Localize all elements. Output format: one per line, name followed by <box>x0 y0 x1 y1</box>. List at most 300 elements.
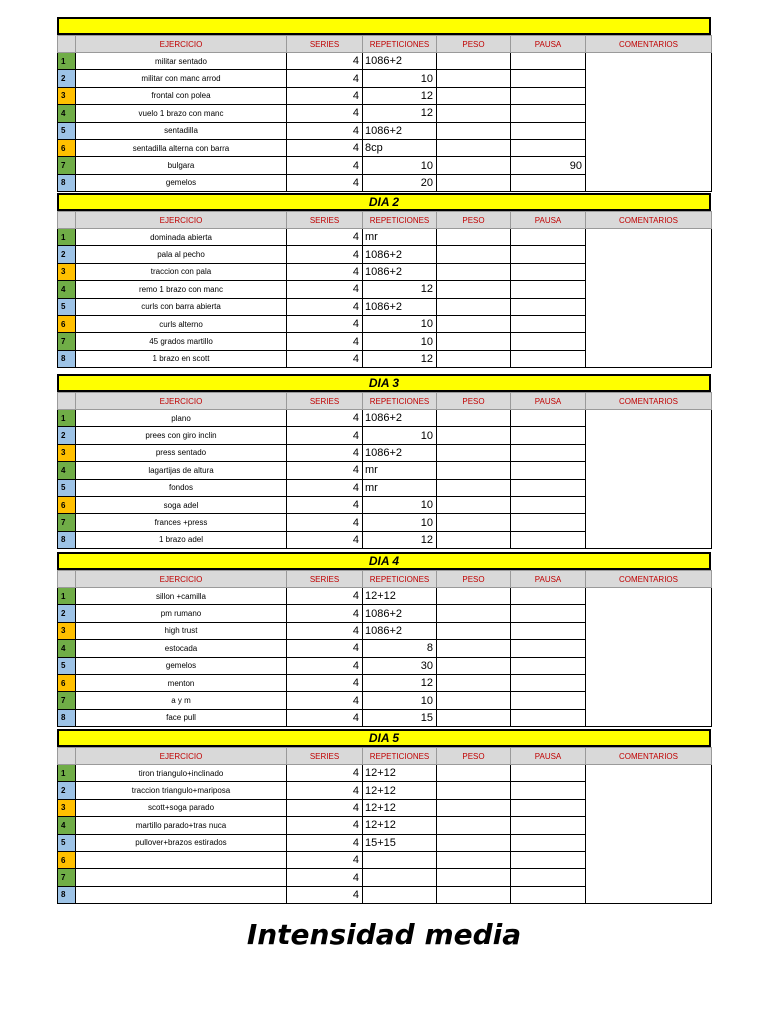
exercise-cell[interactable]: sentadilla alterna con barra <box>76 139 287 156</box>
peso-cell[interactable] <box>437 333 511 350</box>
day-title: DIA 3 <box>57 374 711 392</box>
reps-cell[interactable] <box>363 851 437 868</box>
peso-cell[interactable] <box>437 263 511 280</box>
column-header-pausa: PAUSA <box>511 571 586 588</box>
exercise-cell[interactable]: lagartijas de altura <box>76 462 287 479</box>
peso-cell[interactable] <box>437 444 511 461</box>
reps-cell[interactable]: 10 <box>363 496 437 513</box>
pausa-cell[interactable] <box>511 410 586 427</box>
row-number[interactable]: 3 <box>58 263 76 280</box>
exercise-cell[interactable]: prees con giro inclin <box>76 427 287 444</box>
peso-cell[interactable] <box>437 605 511 622</box>
column-header-number <box>58 36 76 53</box>
pausa-cell[interactable] <box>511 122 586 139</box>
column-header-comentarios: COMENTARIOS <box>586 36 712 53</box>
row-number[interactable]: 3 <box>58 444 76 461</box>
reps-cell[interactable]: 1086+2 <box>363 622 437 639</box>
pausa-cell[interactable] <box>511 444 586 461</box>
row-number[interactable]: 6 <box>58 139 76 156</box>
reps-cell[interactable]: 10 <box>363 157 437 174</box>
series-cell[interactable]: 4 <box>287 410 363 427</box>
row-number[interactable]: 5 <box>58 122 76 139</box>
column-header-peso: PESO <box>437 36 511 53</box>
reps-cell[interactable]: 1086+2 <box>363 410 437 427</box>
intensity-footer: Intensidad media <box>246 918 522 951</box>
pausa-cell[interactable] <box>511 496 586 513</box>
peso-cell[interactable] <box>437 462 511 479</box>
series-cell[interactable]: 4 <box>287 765 363 782</box>
reps-cell[interactable]: 30 <box>363 657 437 674</box>
pausa-cell[interactable] <box>511 531 586 548</box>
peso-cell[interactable] <box>437 514 511 531</box>
exercise-cell[interactable]: frances +press <box>76 514 287 531</box>
exercise-cell[interactable]: militar sentado <box>76 53 287 70</box>
exercise-cell[interactable]: pala al pecho <box>76 246 287 263</box>
reps-cell[interactable]: 12 <box>363 87 437 104</box>
pausa-cell[interactable] <box>511 782 586 799</box>
exercise-table <box>57 392 712 549</box>
row-number[interactable]: 8 <box>58 709 76 726</box>
reps-cell[interactable] <box>363 886 437 903</box>
exercise-cell[interactable]: gemelos <box>76 657 287 674</box>
reps-cell[interactable]: 1086+2 <box>363 444 437 461</box>
day-title: DIA 4 <box>57 552 711 570</box>
series-cell[interactable]: 4 <box>287 817 363 834</box>
peso-cell[interactable] <box>437 139 511 156</box>
column-header-peso: PESO <box>437 393 511 410</box>
exercise-cell[interactable] <box>76 869 287 886</box>
column-header-peso: PESO <box>437 212 511 229</box>
pausa-cell[interactable] <box>511 674 586 691</box>
column-header-number <box>58 748 76 765</box>
comments-cell[interactable] <box>586 765 712 904</box>
series-cell[interactable]: 4 <box>287 496 363 513</box>
row-number[interactable]: 2 <box>58 70 76 87</box>
reps-cell[interactable]: 15 <box>363 709 437 726</box>
reps-cell[interactable]: 12 <box>363 105 437 122</box>
row-number[interactable]: 2 <box>58 782 76 799</box>
reps-cell[interactable]: 1086+2 <box>363 53 437 70</box>
pausa-cell[interactable] <box>511 333 586 350</box>
series-cell[interactable]: 4 <box>287 514 363 531</box>
exercise-cell[interactable]: bulgara <box>76 157 287 174</box>
exercise-table <box>57 211 712 368</box>
series-cell[interactable]: 4 <box>287 122 363 139</box>
series-cell[interactable]: 4 <box>287 709 363 726</box>
series-cell[interactable]: 4 <box>287 462 363 479</box>
exercise-cell[interactable]: a y m <box>76 692 287 709</box>
exercise-table <box>57 35 712 192</box>
table-row <box>58 588 712 605</box>
column-header-repeticiones: REPETICIONES <box>363 36 437 53</box>
column-header-number <box>58 212 76 229</box>
peso-cell[interactable] <box>437 817 511 834</box>
exercise-cell[interactable]: tiron triangulo+inclinado <box>76 765 287 782</box>
reps-cell[interactable]: 10 <box>363 514 437 531</box>
row-number[interactable]: 8 <box>58 174 76 191</box>
series-cell[interactable]: 4 <box>287 531 363 548</box>
reps-cell[interactable]: 10 <box>363 692 437 709</box>
series-cell[interactable]: 4 <box>287 281 363 298</box>
peso-cell[interactable] <box>437 657 511 674</box>
exercise-cell[interactable]: pullover+brazos estirados <box>76 834 287 851</box>
row-number[interactable]: 8 <box>58 350 76 367</box>
peso-cell[interactable] <box>437 496 511 513</box>
series-cell[interactable]: 4 <box>287 298 363 315</box>
column-header-pausa: PAUSA <box>511 212 586 229</box>
row-number[interactable]: 3 <box>58 622 76 639</box>
row-number[interactable]: 1 <box>58 410 76 427</box>
peso-cell[interactable] <box>437 782 511 799</box>
peso-cell[interactable] <box>437 886 511 903</box>
peso-cell[interactable] <box>437 53 511 70</box>
row-number[interactable]: 4 <box>58 817 76 834</box>
series-cell[interactable]: 4 <box>287 588 363 605</box>
reps-cell[interactable]: 12+12 <box>363 765 437 782</box>
series-cell[interactable]: 4 <box>287 444 363 461</box>
series-cell[interactable]: 4 <box>287 263 363 280</box>
row-number[interactable]: 8 <box>58 886 76 903</box>
peso-cell[interactable] <box>437 869 511 886</box>
reps-cell[interactable]: 8cp <box>363 139 437 156</box>
reps-cell[interactable]: 10 <box>363 315 437 332</box>
peso-cell[interactable] <box>437 87 511 104</box>
peso-cell[interactable] <box>437 674 511 691</box>
peso-cell[interactable] <box>437 765 511 782</box>
row-number[interactable]: 3 <box>58 87 76 104</box>
series-cell[interactable]: 4 <box>287 834 363 851</box>
row-number[interactable]: 4 <box>58 462 76 479</box>
row-number[interactable]: 5 <box>58 834 76 851</box>
pausa-cell[interactable] <box>511 281 586 298</box>
column-header-series: SERIES <box>287 393 363 410</box>
pausa-cell[interactable] <box>511 105 586 122</box>
reps-cell[interactable]: 12 <box>363 350 437 367</box>
column-header-row <box>58 748 712 765</box>
series-cell[interactable]: 4 <box>287 657 363 674</box>
reps-cell[interactable]: 12+12 <box>363 799 437 816</box>
series-cell[interactable]: 4 <box>287 229 363 246</box>
exercise-cell[interactable]: press sentado <box>76 444 287 461</box>
pausa-cell[interactable] <box>511 640 586 657</box>
exercise-cell[interactable]: soga adel <box>76 496 287 513</box>
table-row <box>58 410 712 427</box>
column-header-number <box>58 571 76 588</box>
column-header-ejercicio: EJERCICIO <box>76 212 287 229</box>
exercise-cell[interactable]: 1 brazo en scott <box>76 350 287 367</box>
row-number[interactable]: 7 <box>58 514 76 531</box>
pausa-cell[interactable] <box>511 298 586 315</box>
pausa-cell[interactable] <box>511 350 586 367</box>
row-number[interactable]: 5 <box>58 298 76 315</box>
series-cell[interactable]: 4 <box>287 105 363 122</box>
pausa-cell[interactable] <box>511 834 586 851</box>
pausa-cell[interactable] <box>511 622 586 639</box>
reps-cell[interactable] <box>363 869 437 886</box>
peso-cell[interactable] <box>437 588 511 605</box>
pausa-cell[interactable] <box>511 174 586 191</box>
row-number[interactable]: 7 <box>58 692 76 709</box>
peso-cell[interactable] <box>437 479 511 496</box>
series-cell[interactable]: 4 <box>287 869 363 886</box>
pausa-cell[interactable] <box>511 479 586 496</box>
series-cell[interactable]: 4 <box>287 640 363 657</box>
peso-cell[interactable] <box>437 834 511 851</box>
column-header-pausa: PAUSA <box>511 748 586 765</box>
row-number[interactable]: 7 <box>58 869 76 886</box>
pausa-cell[interactable] <box>511 462 586 479</box>
exercise-cell[interactable]: curls con barra abierta <box>76 298 287 315</box>
exercise-table <box>57 747 712 904</box>
column-header-row <box>58 393 712 410</box>
reps-cell[interactable]: 1086+2 <box>363 605 437 622</box>
pausa-cell[interactable] <box>511 799 586 816</box>
exercise-cell[interactable]: pm rumano <box>76 605 287 622</box>
series-cell[interactable]: 4 <box>287 350 363 367</box>
column-header-comentarios: COMENTARIOS <box>586 212 712 229</box>
column-header-comentarios: COMENTARIOS <box>586 748 712 765</box>
exercise-cell[interactable]: plano <box>76 410 287 427</box>
series-cell[interactable]: 4 <box>287 799 363 816</box>
peso-cell[interactable] <box>437 692 511 709</box>
reps-cell[interactable]: 8 <box>363 640 437 657</box>
reps-cell[interactable]: 12 <box>363 674 437 691</box>
reps-cell[interactable]: 12 <box>363 531 437 548</box>
peso-cell[interactable] <box>437 229 511 246</box>
pausa-cell[interactable] <box>511 139 586 156</box>
series-cell[interactable]: 4 <box>287 886 363 903</box>
row-number[interactable]: 5 <box>58 657 76 674</box>
series-cell[interactable]: 4 <box>287 427 363 444</box>
row-number[interactable]: 6 <box>58 674 76 691</box>
reps-cell[interactable]: 12+12 <box>363 782 437 799</box>
exercise-cell[interactable]: curls alterno <box>76 315 287 332</box>
exercise-cell[interactable]: sentadilla <box>76 122 287 139</box>
day-title: DIA 5 <box>57 729 711 747</box>
exercise-cell[interactable]: gemelos <box>76 174 287 191</box>
column-header-series: SERIES <box>287 748 363 765</box>
peso-cell[interactable] <box>437 799 511 816</box>
pausa-cell[interactable] <box>511 53 586 70</box>
peso-cell[interactable] <box>437 410 511 427</box>
reps-cell[interactable]: 10 <box>363 427 437 444</box>
peso-cell[interactable] <box>437 174 511 191</box>
row-number[interactable]: 6 <box>58 851 76 868</box>
series-cell[interactable]: 4 <box>287 139 363 156</box>
exercise-cell[interactable]: fondos <box>76 479 287 496</box>
peso-cell[interactable] <box>437 709 511 726</box>
exercise-cell[interactable]: high trust <box>76 622 287 639</box>
pausa-cell[interactable] <box>511 709 586 726</box>
column-header-repeticiones: REPETICIONES <box>363 571 437 588</box>
pausa-cell[interactable] <box>511 588 586 605</box>
row-number[interactable]: 8 <box>58 531 76 548</box>
peso-cell[interactable] <box>437 105 511 122</box>
column-header-row <box>58 36 712 53</box>
series-cell[interactable]: 4 <box>287 87 363 104</box>
exercise-table <box>57 570 712 727</box>
day-block-2 <box>57 193 711 368</box>
exercise-cell[interactable]: vuelo 1 brazo con manc <box>76 105 287 122</box>
row-number[interactable]: 7 <box>58 333 76 350</box>
day-block-1 <box>57 17 711 192</box>
column-header-row <box>58 212 712 229</box>
row-number[interactable]: 2 <box>58 246 76 263</box>
row-number[interactable]: 3 <box>58 799 76 816</box>
comments-cell[interactable] <box>586 588 712 727</box>
pausa-cell[interactable] <box>511 70 586 87</box>
reps-cell[interactable]: 10 <box>363 70 437 87</box>
column-header-row <box>58 571 712 588</box>
pausa-cell[interactable] <box>511 263 586 280</box>
pausa-cell[interactable] <box>511 605 586 622</box>
peso-cell[interactable] <box>437 298 511 315</box>
reps-cell[interactable]: 15+15 <box>363 834 437 851</box>
series-cell[interactable]: 4 <box>287 782 363 799</box>
reps-cell[interactable]: 12+12 <box>363 817 437 834</box>
column-header-comentarios: COMENTARIOS <box>586 571 712 588</box>
series-cell[interactable]: 4 <box>287 605 363 622</box>
series-cell[interactable]: 4 <box>287 692 363 709</box>
reps-cell[interactable]: 1086+2 <box>363 263 437 280</box>
series-cell[interactable]: 4 <box>287 315 363 332</box>
reps-cell[interactable]: 20 <box>363 174 437 191</box>
pausa-cell[interactable] <box>511 869 586 886</box>
pausa-cell[interactable] <box>511 765 586 782</box>
column-header-peso: PESO <box>437 748 511 765</box>
peso-cell[interactable] <box>437 851 511 868</box>
column-header-ejercicio: EJERCICIO <box>76 393 287 410</box>
series-cell[interactable]: 4 <box>287 246 363 263</box>
series-cell[interactable]: 4 <box>287 674 363 691</box>
pausa-cell[interactable] <box>511 87 586 104</box>
series-cell[interactable]: 4 <box>287 174 363 191</box>
exercise-cell[interactable]: scott+soga parado <box>76 799 287 816</box>
pausa-cell[interactable] <box>511 851 586 868</box>
day-title <box>57 17 711 35</box>
reps-cell[interactable]: mr <box>363 229 437 246</box>
comments-cell[interactable] <box>586 410 712 549</box>
pausa-cell[interactable] <box>511 229 586 246</box>
row-number[interactable]: 1 <box>58 229 76 246</box>
exercise-cell[interactable]: martillo parado+tras nuca <box>76 817 287 834</box>
pausa-cell[interactable]: 90 <box>511 157 586 174</box>
reps-cell[interactable]: 1086+2 <box>363 246 437 263</box>
row-number[interactable]: 4 <box>58 640 76 657</box>
column-header-series: SERIES <box>287 36 363 53</box>
series-cell[interactable]: 4 <box>287 157 363 174</box>
reps-cell[interactable]: 1086+2 <box>363 122 437 139</box>
exercise-cell[interactable]: traccion con pala <box>76 263 287 280</box>
exercise-cell[interactable]: face pull <box>76 709 287 726</box>
peso-cell[interactable] <box>437 70 511 87</box>
column-header-ejercicio: EJERCICIO <box>76 571 287 588</box>
column-header-repeticiones: REPETICIONES <box>363 748 437 765</box>
column-header-comentarios: COMENTARIOS <box>586 393 712 410</box>
exercise-cell[interactable]: menton <box>76 674 287 691</box>
reps-cell[interactable]: 12 <box>363 281 437 298</box>
series-cell[interactable]: 4 <box>287 53 363 70</box>
column-header-series: SERIES <box>287 571 363 588</box>
exercise-cell[interactable] <box>76 851 287 868</box>
column-header-repeticiones: REPETICIONES <box>363 393 437 410</box>
exercise-cell[interactable]: 45 grados martillo <box>76 333 287 350</box>
row-number[interactable]: 2 <box>58 427 76 444</box>
pausa-cell[interactable] <box>511 692 586 709</box>
column-header-pausa: PAUSA <box>511 393 586 410</box>
peso-cell[interactable] <box>437 315 511 332</box>
column-header-repeticiones: REPETICIONES <box>363 212 437 229</box>
reps-cell[interactable]: mr <box>363 479 437 496</box>
column-header-number <box>58 393 76 410</box>
exercise-cell[interactable]: remo 1 brazo con manc <box>76 281 287 298</box>
pausa-cell[interactable] <box>511 514 586 531</box>
series-cell[interactable]: 4 <box>287 479 363 496</box>
exercise-cell[interactable]: militar con manc arrod <box>76 70 287 87</box>
reps-cell[interactable]: 1086+2 <box>363 298 437 315</box>
peso-cell[interactable] <box>437 350 511 367</box>
comments-cell[interactable] <box>586 229 712 368</box>
peso-cell[interactable] <box>437 246 511 263</box>
reps-cell[interactable]: 12+12 <box>363 588 437 605</box>
peso-cell[interactable] <box>437 281 511 298</box>
peso-cell[interactable] <box>437 622 511 639</box>
row-number[interactable]: 7 <box>58 157 76 174</box>
comments-cell[interactable] <box>586 53 712 192</box>
exercise-cell[interactable]: sillon +camilla <box>76 588 287 605</box>
series-cell[interactable]: 4 <box>287 622 363 639</box>
day-block-3 <box>57 374 711 549</box>
series-cell[interactable]: 4 <box>287 333 363 350</box>
peso-cell[interactable] <box>437 157 511 174</box>
exercise-cell[interactable]: traccion triangulo+mariposa <box>76 782 287 799</box>
reps-cell[interactable]: 10 <box>363 333 437 350</box>
peso-cell[interactable] <box>437 122 511 139</box>
pausa-cell[interactable] <box>511 427 586 444</box>
day-block-4 <box>57 552 711 727</box>
column-header-peso: PESO <box>437 571 511 588</box>
row-number[interactable]: 1 <box>58 765 76 782</box>
row-number[interactable]: 5 <box>58 479 76 496</box>
exercise-cell[interactable] <box>76 886 287 903</box>
row-number[interactable]: 2 <box>58 605 76 622</box>
reps-cell[interactable]: mr <box>363 462 437 479</box>
pausa-cell[interactable] <box>511 315 586 332</box>
peso-cell[interactable] <box>437 640 511 657</box>
column-header-ejercicio: EJERCICIO <box>76 36 287 53</box>
peso-cell[interactable] <box>437 427 511 444</box>
row-number[interactable]: 4 <box>58 105 76 122</box>
row-number[interactable]: 4 <box>58 281 76 298</box>
pausa-cell[interactable] <box>511 817 586 834</box>
row-number[interactable]: 1 <box>58 53 76 70</box>
exercise-cell[interactable]: 1 brazo adel <box>76 531 287 548</box>
table-row <box>58 229 712 246</box>
row-number[interactable]: 1 <box>58 588 76 605</box>
table-row <box>58 765 712 782</box>
pausa-cell[interactable] <box>511 886 586 903</box>
peso-cell[interactable] <box>437 531 511 548</box>
exercise-cell[interactable]: dominada abierta <box>76 229 287 246</box>
pausa-cell[interactable] <box>511 246 586 263</box>
series-cell[interactable]: 4 <box>287 70 363 87</box>
exercise-cell[interactable]: frontal con polea <box>76 87 287 104</box>
exercise-cell[interactable]: estocada <box>76 640 287 657</box>
row-number[interactable]: 6 <box>58 496 76 513</box>
row-number[interactable]: 6 <box>58 315 76 332</box>
pausa-cell[interactable] <box>511 657 586 674</box>
series-cell[interactable]: 4 <box>287 851 363 868</box>
